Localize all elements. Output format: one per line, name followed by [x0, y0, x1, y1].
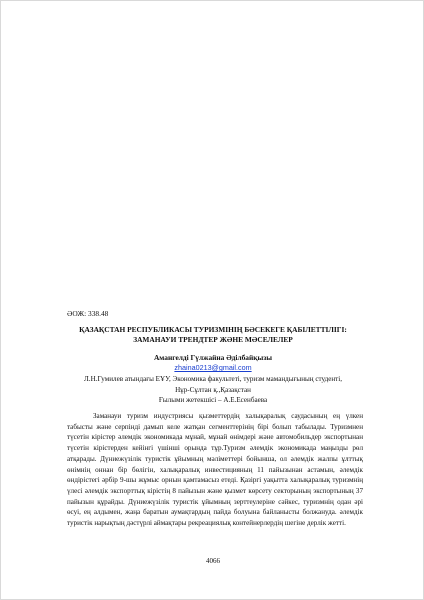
udc-code: ӘОЖ: 338.48 — [67, 309, 109, 318]
body-paragraph: Заманауи туризм индустриясы қызметтердің халықаралық саудасының ең үлкен табысты және серпінді дамып келе жатқан сегменттерінің бірі болып табылады. Туризмнен түсетін кірістер әлемдік экономикада мұнай, мұнай өнімдері және автомобильдер экспортынан түсетін кірістерден кейінгі үшінші орында тұр.Туризм әлемдік экономикада маңызды рөл атқарады. Дүниежүзілік туристік ұйымның мәліметтері бойынша, ол әлемдік жалпы ұлттық өнімнің оннан бір бөлігін, халықаралық инвестицияның 11 пайызынан астамын, әлемдік өндірістегі әрбір 9-шы жұмыс орнын қамтамасыз етеді. Қазіргі уақытта халықаралық туризмнің үлесі әлемдік экспорттық кірістің 8 пайызын және қызмет көрсету секторының экспортының 37 пайызын құрайды. Дүниежүзілік туристік ұйымның зерттеулеріне сәйкес, туризмнің одан әрі өсуі, ең алдымен, жаңа баратын аумақтардың пайда болуына байланысты болжануда. әлемдік туристік нарықтың дәстүрлі аймақтары рекреациялық контейнерлердің шегіне дерлік жетті. — [67, 412, 363, 528]
author-name: Амангелді Гүлжайна Әділбайқызы — [153, 353, 273, 362]
affiliation-line: Л.Н.Гумилев атындағы ЕҰУ, Экономика факультеті, туризм мамандығының студенті, — [83, 375, 342, 383]
title-line: ЗАМАНАУИ ТРЕНДТЕР ЖӘНЕ МӘСЕЛЕЛЕР — [133, 335, 293, 344]
title-line: ҚАЗАҚСТАН РЕСПУБЛИКАСЫ ТУРИЗМІНІҢ БӘСЕКЕГЕ ҚАБІЛЕТТІЛІГІ: — [79, 325, 347, 334]
affiliation-line: Нұр-Сұлтан қ.,Қазақстан — [175, 385, 251, 394]
page-number: 4066 — [206, 557, 220, 565]
author-email-link[interactable]: zhaina0213@gmail.com — [174, 363, 252, 372]
article-title — [61, 325, 365, 345]
affiliation — [61, 374, 365, 406]
supervisor-line: Ғылыми жетекшісі – А.Е.Есенбаева — [158, 396, 268, 405]
